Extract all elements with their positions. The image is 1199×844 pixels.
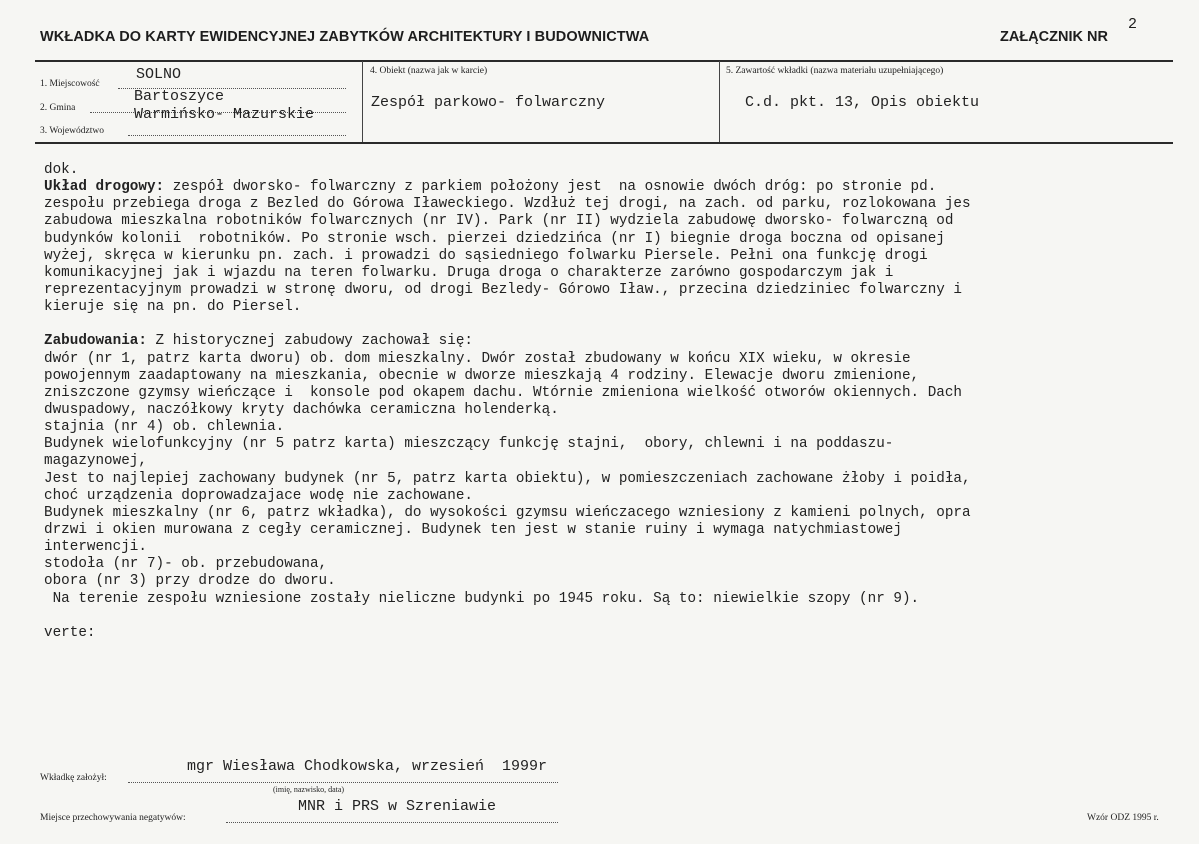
body-line xyxy=(44,625,1184,642)
storage-label: Miejsce przechowywania negatywów: xyxy=(40,813,186,823)
body-line xyxy=(44,505,1184,522)
body-line-text: kieruje się na pn. do Piersel. xyxy=(44,299,302,316)
body-line xyxy=(44,573,1184,590)
storage-dots xyxy=(226,822,558,823)
body-line-text: dwór (nr 1, patrz karta dworu) ob. dom mieszkalny. Dwór został zbudowany w końcu XIX wieku, w okresie xyxy=(44,350,911,367)
body-line xyxy=(44,231,1184,248)
locality-label: 1. Miejscowość xyxy=(40,79,100,89)
body-line-text: zespół dworsko- folwarczny z parkiem położony jest na osnowie dwóch dróg: po stronie pd. xyxy=(164,179,937,196)
body-line-text: zniszczone gzymsy wieńczące i konsole pod okapem dachu. Wtórnie zmieniona wielkość otworów okiennych. Dach xyxy=(44,384,963,401)
section-heading: Zabudowania: xyxy=(44,333,147,350)
body-line-text: interwencji. xyxy=(44,539,147,556)
body-line-text: stodoła (nr 7)- ob. przebudowana, xyxy=(44,556,328,573)
body-line xyxy=(44,419,1184,436)
contents-value: C.d. pkt. 13, Opis obiektu xyxy=(745,94,980,111)
description-body xyxy=(44,162,1184,642)
body-line-text: Z historycznej zabudowy zachował się: xyxy=(146,333,473,350)
author-hint: (imię, nazwisko, data) xyxy=(273,785,345,794)
commune-value: Bartoszyce xyxy=(134,88,225,105)
body-line-text: wyżej, skręca w kierunku pn. zach. i prowadzi do sąsiedniego folwarku Piersele. Pełni ona funkcję drogi xyxy=(44,247,928,264)
body-line xyxy=(44,196,1184,213)
body-line xyxy=(44,282,1184,299)
body-line xyxy=(44,265,1184,282)
body-line-text: Jest to najlepiej zachowany budynek (nr 5, patrz karta obiektu), w pomieszczeniach zachowane żłoby i poidła, xyxy=(44,470,971,487)
body-line xyxy=(44,591,1184,608)
column-divider-2 xyxy=(719,61,720,142)
header-bottom-rule xyxy=(35,142,1173,144)
form-model: Wzór ODZ 1995 r. xyxy=(1087,813,1159,823)
body-line-text: verte: xyxy=(44,624,96,641)
object-label: 4. Obiekt (nazwa jak w karcie) xyxy=(370,66,488,76)
author-label: Wkładkę założył: xyxy=(40,773,107,783)
body-line-text: obora (nr 3) przy drodze do dworu. xyxy=(44,573,336,590)
object-value: Zespół parkowo- folwarczny xyxy=(371,94,606,111)
voivodeship-label: 3. Województwo xyxy=(40,126,104,136)
body-line-text: choć urządzenia doprowadzajace wodę nie zachowane. xyxy=(44,487,473,504)
annex-label: ZAŁĄCZNIK NR xyxy=(1000,29,1108,45)
body-line-text: komunikacyjnej jak i wjazdu na teren folwarku. Druga droga o charakterze zarówno gospodarczym jak i xyxy=(44,264,894,281)
body-line-text: stajnia (nr 4) ob. chlewnia. xyxy=(44,419,285,436)
body-line xyxy=(44,351,1184,368)
annex-number: 2 xyxy=(1128,16,1138,33)
body-line xyxy=(44,333,1184,350)
body-line-text: reprezentacyjnym prowadzi w stronę dworu, od drogi Bezledy- Górowo Iław., przecina dziedziniec folwarczny i xyxy=(44,281,963,298)
body-line-text: Na terenie zespołu wzniesione zostały nieliczne budynki po 1945 roku. Są to: niewielkie szopy (nr 9). xyxy=(44,590,920,607)
form-title: WKŁADKA DO KARTY EWIDENCYJNEJ ZABYTKÓW ARCHITEKTURY I BUDOWNICTWA xyxy=(40,29,650,45)
body-line xyxy=(44,299,1184,316)
body-line xyxy=(44,385,1184,402)
body-line-text: Budynek wielofunkcyjny (nr 5 patrz karta) mieszczący funkcję stajni, obory, chlewni i na poddaszu- xyxy=(44,436,894,453)
body-line-text: magazynowej, xyxy=(44,453,147,470)
body-line xyxy=(44,608,1184,625)
body-line xyxy=(44,316,1184,333)
voivodeship-value: Warmińsko- Mazurskie xyxy=(134,106,315,123)
body-line-text: drzwi i okien murowana z cegły ceramicznej. Budynek ten jest w stanie ruiny i wymaga natychmiastowej xyxy=(44,521,902,538)
header-top-rule xyxy=(35,60,1173,62)
body-line xyxy=(44,436,1184,453)
body-line xyxy=(44,213,1184,230)
body-line xyxy=(44,556,1184,573)
author-value: mgr Wiesława Chodkowska, wrzesień 1999r xyxy=(187,758,548,775)
commune-label: 2. Gmina xyxy=(40,103,76,113)
body-line xyxy=(44,471,1184,488)
body-line-text: zespołu przebiega droga z Bezled do Górowa Iławeckiego. Wzdłuż tej drogi, na zach. od parku, rozlokowana jes xyxy=(44,196,971,213)
contents-label: 5. Zawartość wkładki (nazwa materiału uzupełniającego) xyxy=(726,66,944,76)
body-line-text: zabudowa mieszkalna robotników folwarcznych (nr IV). Park (nr II) wydziela zabudowę dworsko- folwarczną od xyxy=(44,213,954,230)
voivodeship-dots xyxy=(128,135,346,136)
author-dots xyxy=(128,782,558,783)
body-line xyxy=(44,402,1184,419)
body-line-text: dwuspadowy, naczółkowy kryty dachówka ceramiczna holenderką. xyxy=(44,401,559,418)
body-line xyxy=(44,522,1184,539)
section-heading: Układ drogowy: xyxy=(44,179,165,196)
body-line-text: dok. xyxy=(44,162,79,178)
body-line-text: Budynek mieszkalny (nr 6, patrz wkładka), do wysokości gzymsu wieńczacego wzniesiony z kamieni polnych, opra xyxy=(44,504,971,521)
body-line-text: budynków kolonii robotników. Po stronie wsch. pierzei dziedzińca (nr I) biegnie droga boczna od opisanej xyxy=(44,230,945,247)
storage-value: MNR i PRS w Szreniawie xyxy=(298,798,497,815)
body-line xyxy=(44,368,1184,385)
column-divider-1 xyxy=(362,61,363,142)
body-line-text: powojennym zaadaptowany na mieszkania, obecnie w dworze mieszkają 4 rodziny. Elewacje dworu zmienione, xyxy=(44,367,920,384)
body-line xyxy=(44,248,1184,265)
body-line xyxy=(44,162,1184,179)
body-line xyxy=(44,539,1184,556)
body-line xyxy=(44,453,1184,470)
locality-value: SOLNO xyxy=(136,66,182,83)
body-line xyxy=(44,179,1184,196)
body-line xyxy=(44,488,1184,505)
